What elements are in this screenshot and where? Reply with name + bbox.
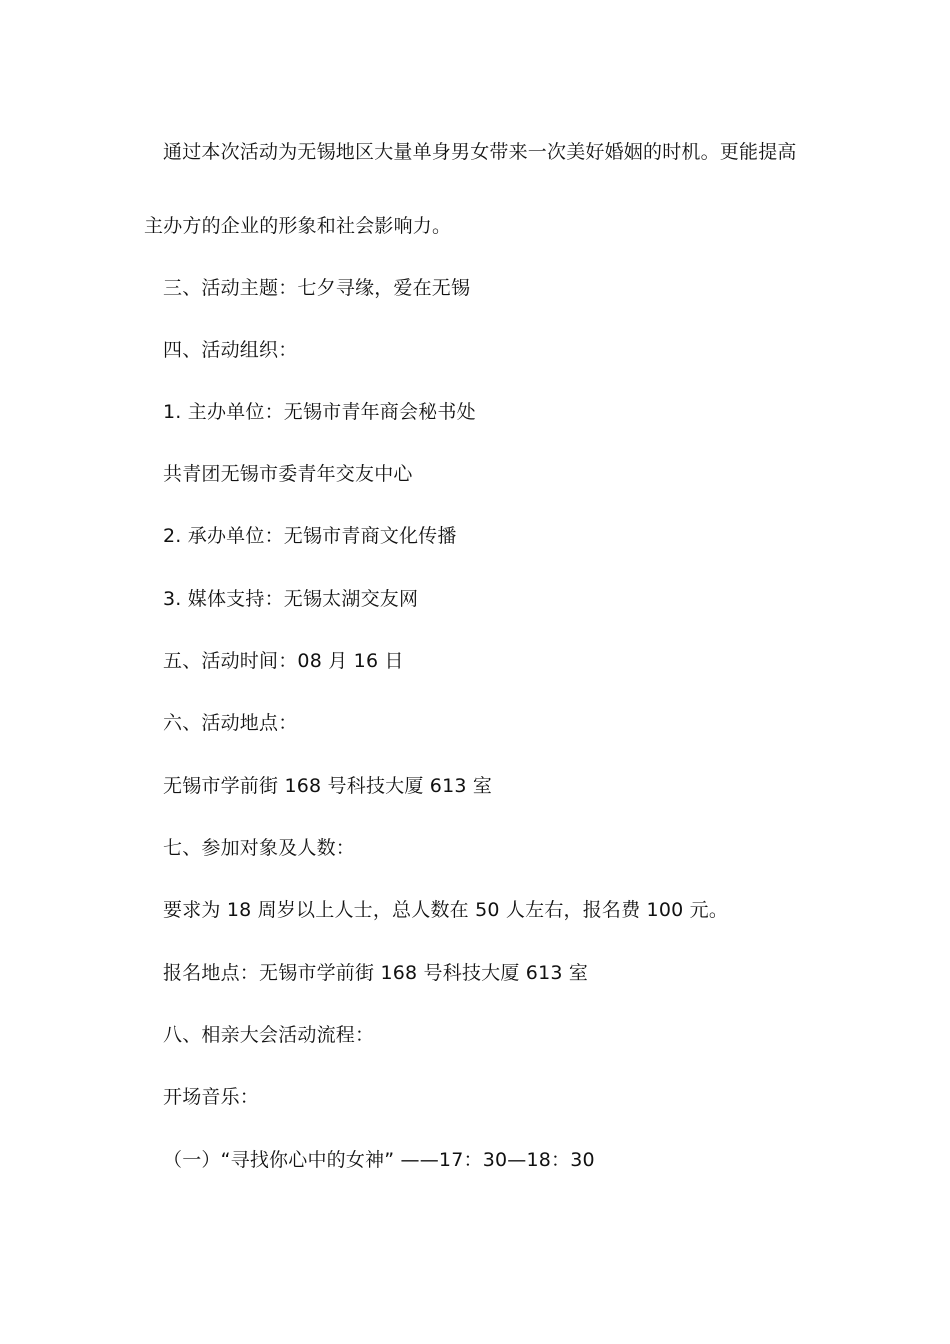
organizer-item: 1. 主办单位：无锡市青年商会秘书处	[163, 401, 476, 423]
opening-music-line: 开场音乐：	[163, 1086, 260, 1108]
section-process-heading: 八、相亲大会活动流程：	[163, 1024, 375, 1046]
paragraph-intro-line-1: 通过本次活动为无锡地区大量单身男女带来一次美好婚姻的时机。更能提高	[163, 141, 797, 163]
undertaker-item: 2. 承办单位：无锡市青商文化传播	[163, 525, 457, 547]
media-support-item: 3. 媒体支持：无锡太湖交友网	[163, 588, 419, 610]
section-theme-heading: 三、活动主题：七夕寻缘，爱在无锡	[163, 277, 471, 299]
section-organization-heading: 四、活动组织：	[163, 339, 298, 361]
participant-requirements: 要求为 18 周岁以上人士，总人数在 50 人左右，报名费 100 元。	[163, 899, 729, 921]
section-time-heading: 五、活动时间：08 月 16 日	[163, 650, 404, 672]
registration-location: 报名地点：无锡市学前街 168 号科技大厦 613 室	[163, 962, 589, 984]
section-location-heading: 六、活动地点：	[163, 712, 298, 734]
co-organizer-line: 共青团无锡市委青年交友中心	[163, 463, 413, 485]
process-step-1: （一）“寻找你心中的女神” ——17：30—18：30	[163, 1149, 595, 1171]
section-participants-heading: 七、参加对象及人数：	[163, 837, 356, 859]
paragraph-intro-line-2: 主办方的企业的形象和社会影响力。	[144, 215, 452, 237]
location-address: 无锡市学前街 168 号科技大厦 613 室	[163, 775, 493, 797]
